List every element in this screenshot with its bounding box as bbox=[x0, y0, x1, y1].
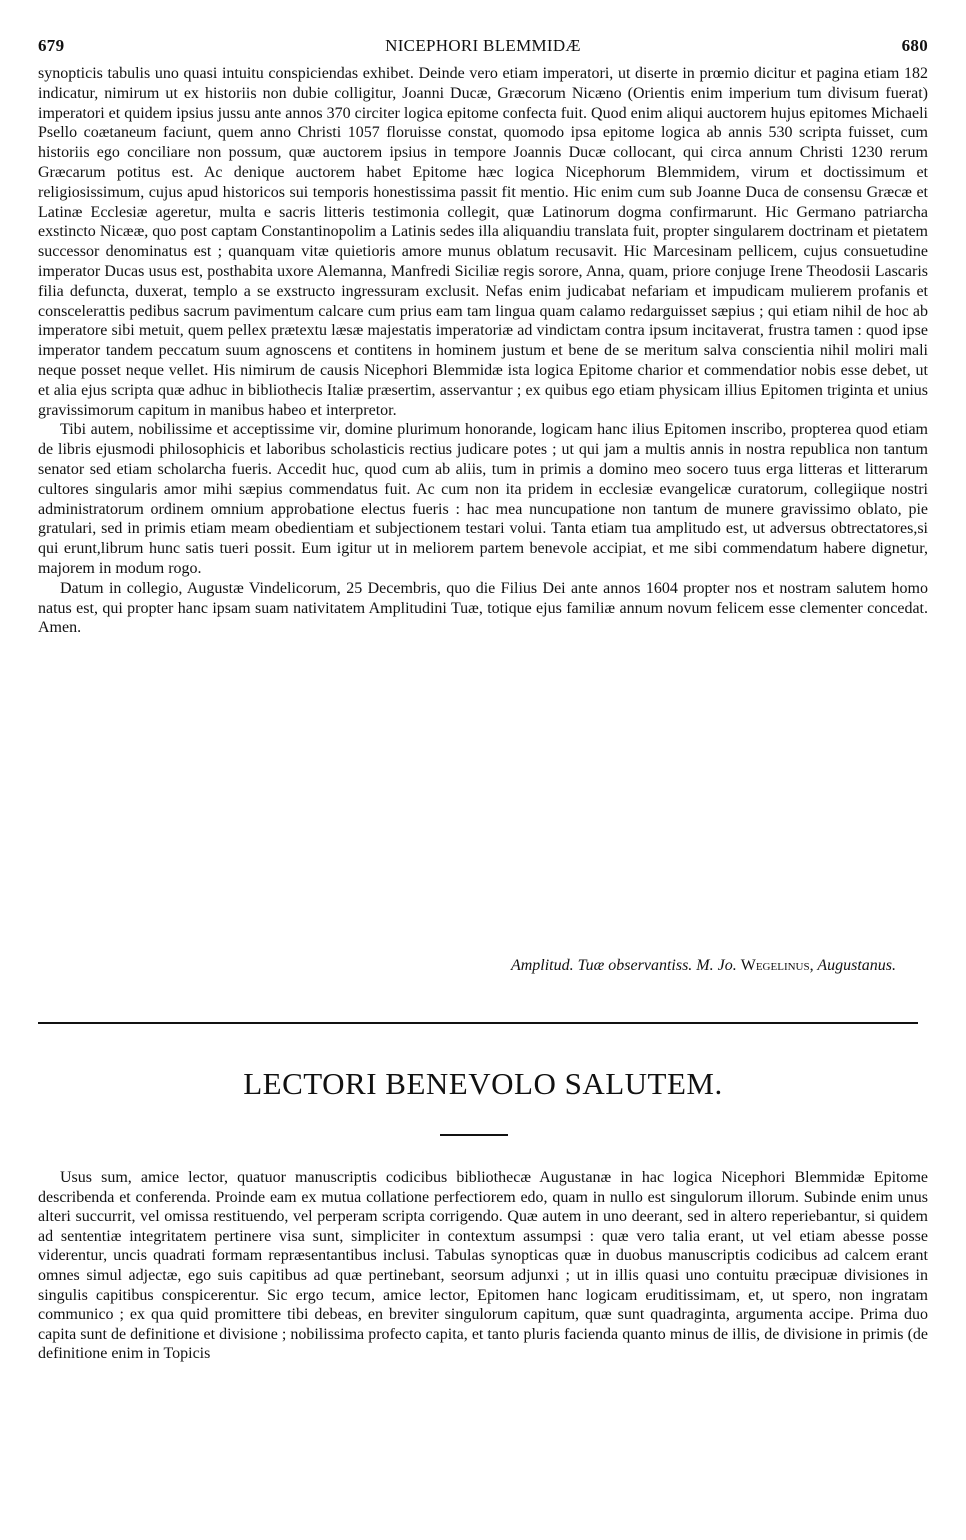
signature-salutation: Amplitud. Tuæ observantiss. M. Jo. bbox=[510, 957, 737, 974]
signature-name: Wegelinus, bbox=[740, 957, 814, 974]
running-head bbox=[38, 36, 928, 58]
left-page-number: 679 bbox=[38, 36, 65, 55]
dedication-paragraph-3: Datum in collegio, Augustæ Vindelicorum, 25 Decembris, quo die Filius Dei ante annos 1604 propter nos et nostram salutem homo natus est, qui propter hanc ipsam suam nativitatem Amplitudini Tuæ, totique ejus familiæ annum novum felicem esse clementer concedat. Amen. bbox=[38, 579, 928, 637]
signature-place: Augustanus. bbox=[817, 957, 896, 974]
section-divider bbox=[38, 1022, 918, 1024]
preface-text bbox=[38, 1168, 928, 1364]
title-underline bbox=[440, 1134, 508, 1136]
dedication-text bbox=[38, 64, 928, 638]
preface-paragraph: Usus sum, amice lector, quatuor manuscriptis codicibus bibliothecæ Augustanæ in hac logica Nicephori Blemmidæ Epitome describenda et conferenda. Proinde eam ex mutua collatione perfectiorem edo, quam in nullo est singulorum illorum. Subinde enim unus alteri succurrit, vel omissa restituendo, vel perperam scripta corrigendo. Quæ autem in uno deerant, sed in altero reperiebantur, si quidem ad sententiæ integritatem pertinere visa sunt, simpliciter in contextum assumpsi : quæ vero talia erant, ut vel etiam abesse posse viderentur, uncis quadrati formam repræsentantibus inclusi. Tabulas synopticas quæ in duobus manuscriptis codicibus ad calcem erant omnes simul adjectæ, ego suis capitibus ad quæ pertinebant, seorsum adjunxi ; ut in illis quasi uno contuitu præcipuæ divisiones in singulis capitibus conspicerentur. Sic ergo tecum, amice lector, Epitomen hanc logicam eruditissimam, et, ut spero, non ingratam communico ; ex qua quid promittere tibi debeas, en breviter singulorum capitum, quæ sunt quadraginta, argumenta accipe. Prima duo capita sunt de definitione et divisione ; nobilissima profecto capita, et tanto pluris facienda quanto minus de illis, de divisione in primis (de definitione enim in Topicis bbox=[38, 1169, 928, 1363]
running-title: NICEPHORI BLEMMIDÆ bbox=[385, 36, 581, 55]
dedication-paragraph-1: synopticis tabulis uno quasi intuitu conspiciendas exhibet. Deinde vero etiam imperatori, ut diserte in prœmio dicitur et pagina etiam 182 indicatur, nimirum ut ex historiis non dubie colligitur, Joanni Ducæ, Græcorum Nicæno (Orientis enim imperium tum divisum fuerat) imperatori et quidem ipsius jussu ante annos 370 circiter logica epitome confecta fuit. Quod enim aliqui auctorem hujus epitomes Michaeli Psello coætaneum faciunt, quem anno Christi 1057 floruisse constat, quomodo ipsa epitome logica ab annis 530 scripta fuisset, cum historiis ego conciliare non possum, quæ auctorem ipsius in tempore Joannis Ducæ collocant, qui circa annum Christi 1230 rerum Græcarum potitus est. Ac denique auctorem habet Epitome hæc logica Nicephorum Blemmidem, virum et doctissimum et religiosissimum, cujus apud historicos sui temporis honestissima passit fit mentio. Hic enim cum sub Joanne Duca de consensu Græcæ et Latinæ Ecclesiæ ageretur, multa e sacris litteris testimonia collegit, quæ Latinorum dogma confirmarunt. Hic Germano patriarcha exstincto Nicææ, quo post captam Constantinopolim a Latinis sedes illa aliquandiu translata fuit, propter singularem doctrinam et pietatem successor denominatus est ; quanquam vitæ quietioris amore munus oblatum recusavit. Hic Marcesinam pellicem, cujus consuetudine imperator Ducas usus est, posthabita uxore Alemanna, Manfredi Siciliæ regis sorore, Anna, quam, priore conjuge Irene Theodosii Lascaris filia defuncta, duxerat, templo a se exstructo ingressuram exclusit. Nefas enim judicabat nefariam et impudicam mulierem profanis et conscelerattis pedibus sacrum pavimentum calcare cum prius eam tam lingua quam calamo redarguisset sæpius ; qui etiam nihil de hoc ab imperatore sibi metuit, quem pellex prætextu læsæ majestatis imperatoriæ ad vindictam contra ipsum incitaverat, frustra tamen : quod ipse imperator tandem peccatum suum agnoscens et contitens in hominem justum et bene de se meritum salva conscientia nihil moliri mali neque posset neque vellet. His nimirum de causis Nicephori Blemmidæ ista logica Epitome charior et commendatior nobis esse debet, ut et alia ejus scripta quæ adhuc in bibliothecis Italiæ præsertim, asservantur ; ex quibus ego etiam physicam illius Epitomen triginta et unius gravissimorum capitum in manibus habeo et interpretor. bbox=[38, 65, 928, 419]
signature bbox=[38, 957, 896, 975]
right-page-number: 680 bbox=[901, 36, 928, 55]
dedication-paragraph-2: Tibi autem, nobilissime et acceptissime vir, domine plurimum honorande, logicam hanc ilius Epitomen inscribo, propterea quod etiam de libris ejusmodi philosophicis et laboribus scholasticis rectius judicare potes ; ut qui jam a multis annis in nostra republica non tantum senator sed etiam scholarcha fueris. Accedit huc, quod cum ab aliis, tum in primis a domino meo socero tuus erga litteras et litterarum cultores singularis amor mihi sæpius commendatus fuit. Ac cum non ita pridem in ecclesiæ evangelicæ curatorum, collegiique nostri administratorum ordinem omnium approbatione electus fueris : hac mea nuncupatione non tantum de munere gravissimo oblato, pie gratulari, sed in primis etiam meam obedientiam et subjectionem testari volui. Tanta etiam tua amplitudo est, ut adversus obtrectatores,si qui erunt,librum hunc satis tueri possit. Eum igitur ut in meliorem partem benevole accipiat, et me sibi commendatum habere dignetur, majorem in modum rogo. bbox=[38, 421, 928, 577]
section-title: LECTORI BENEVOLO SALUTEM. bbox=[243, 1066, 723, 1101]
